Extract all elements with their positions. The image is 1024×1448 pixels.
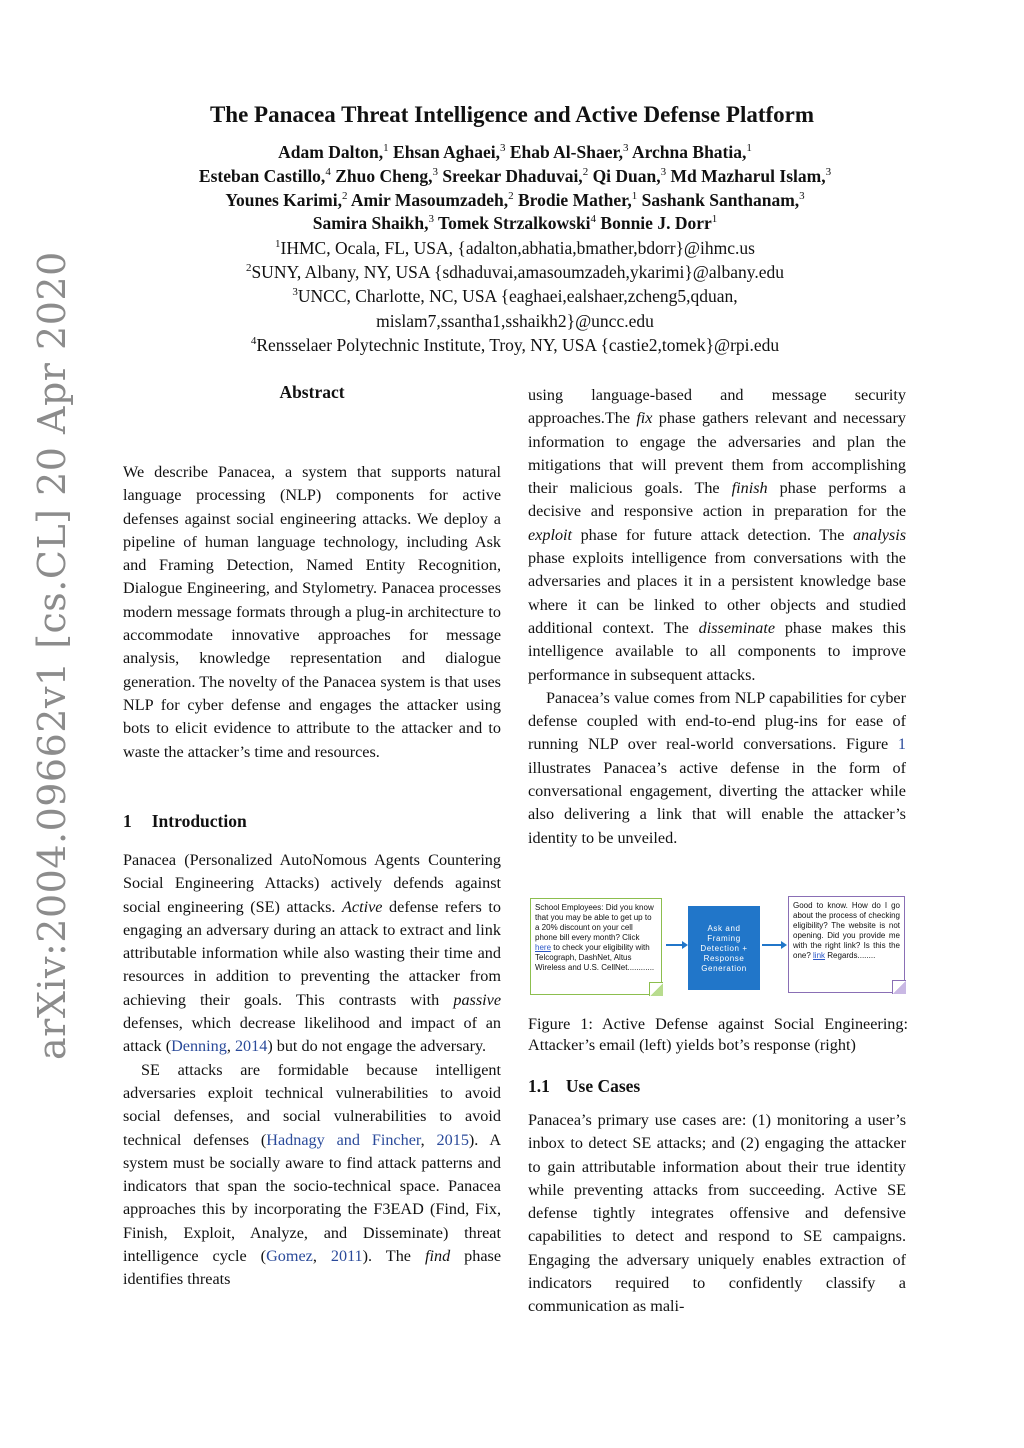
author: Ehsan Aghaei,$^3$ [393,142,506,162]
author: Adam Dalton,$^1$ [278,142,389,162]
author: Samira Shaikh,$^3$ [312,213,434,234]
author: Ehab Al-Shaer,$^3$ [509,142,629,162]
author: Esteban Castillo,$^4$ [198,165,331,186]
paragraph: Panacea’s value comes from NLP capabilities for cyber defense coupled with end-to-end plug-ins for ease of running NLP over real-world conversations. Figure 1 illustrates Panacea’s active defense in the form of conversational engagement, diverting the attacker while also delivering a link that will enable the attacker’s identity to be unveiled. [528,688,906,847]
response-link[interactable]: link [813,951,826,960]
bot-response-card: Good to know. How do I go about the process of checking eligibility? The website is not opening. Did you provide me with the right link? Is this the one? link Regards........ [788,896,905,993]
arrow-right-icon [666,944,684,946]
abstract-heading: Abstract [279,382,345,402]
author: Zhuo Cheng,$^3$ [335,165,438,186]
author: Sashank Santhanam,$^3$ [641,189,805,210]
page-fold-icon [892,980,906,994]
paragraph: using language-based and message security approaches.The fix phase gathers relevant and necessary information to engage the adversaries and plan the mitigations that will prevent them from accomplishing their malicious goals. The finish phase performs a decisive and responsive action in preparation for the exploit phase for future attack detection. The analysis phase exploits intelligence from conversations with the adversaries and places it in a persistent knowledge base where it can be linked to other objects and studied additional context. The disseminate phase makes this intelligence available to all components to improve performance in subsequent attacks. [528,386,906,684]
author-list [120,141,910,236]
section-heading-introduction: 1 Introduction [123,811,247,831]
use-cases-body [528,1109,906,1319]
phishing-link[interactable]: here [535,943,552,952]
citation-link[interactable]: Denning, 2014 [171,1037,268,1056]
attacker-email-card: School Employees: Did you know that you may be able to get up to a 20% discount on your cell phone bill every month? Click here to check your eligibility with Telcograph, DashNet, Altus Wireless and U.S. CellNet............ [530,898,662,995]
paper-title: The Panacea Threat Intelligence and Active Defense Platform [209,102,815,127]
author-line-2 [120,165,910,189]
abstract-body [123,461,501,764]
author: Md Mazharul Islam,$^3$ [670,165,832,186]
right-column-body [528,384,906,850]
arrow-right-icon [762,944,783,946]
figure-caption: Figure 1: Active Defense against Social Engineering: Attacker’s email (left) yields bot’s response (right) [528,1015,908,1054]
affiliation: $^1$IHMC, Ocala, FL, USA, {adalton,abhatia,bmather,bdorr}@ihmc.us [275,238,755,258]
page-fold-icon [649,982,663,996]
paragraph: Panacea (Personalized AutoNomous Agents Countering Social Engineering Attacks) actively defends against social engineering (SE) attacks. Active defense refers to engaging an adversary during an attack to extract and link attributable information while also wasting their time and resources in addition to preventing the attacker from achieving their goals. This contrasts with passive defenses, which decrease likelihood and impact of an attack (Denning, 2014) but do not engage the adversary. [123,851,502,1056]
author: Tomek Strzalkowski$^4$ [438,213,597,234]
arxiv-identifier: arXiv:2004.09662v1 [cs.CL] 20 Apr 2020 [30,251,74,1060]
author: Amir Masoumzadeh,$^2$ [350,189,514,210]
author-line-1 [120,141,910,165]
citation-link[interactable]: Hadnagy and Fincher, 2015 [266,1130,469,1149]
section-heading-use-cases: 1.1 Use Cases [528,1076,641,1096]
author: Qi Duan,$^3$ [592,165,667,186]
citation-link[interactable]: Gomez, 2011 [266,1247,363,1266]
affiliation: $^3$UNCC, Charlotte, NC, USA {eaghaei,ealshaer,zcheng5,qduan, [292,286,738,307]
affiliation-list [150,236,880,357]
author: Brodie Mather,$^1$ [517,189,638,210]
author-line-4 [120,212,910,236]
author: Archna Bhatia,$^1$ [631,142,752,162]
paragraph: Panacea’s primary use cases are: (1) monitoring a user’s inbox to detect SE attacks; and (2) engaging the attacker to gain attributable information about their true identity while preventing attacks from succeeding. Active SE defense tightly integrates offensive and defensive capabilities to detect and respond to SE campaigns. Engaging the adversary uniquely enables extraction of indicators required to confidently classify a communication as mali- [528,1111,906,1316]
author: Younes Karimi,$^2$ [225,189,348,210]
affiliation: $^4$Rensselaer Polytechnic Institute, Troy, NY, USA {castie2,tomek}@rpi.edu [250,334,780,355]
figure-ref-link[interactable]: 1 [897,735,906,754]
author-line-3 [120,189,910,213]
abstract-text: We describe Panacea, a system that supports natural language processing (NLP) components for active defenses against social engineering attacks. We deploy a pipeline of human language technology, including Ask and Framing Detection, Named Entity Recognition, Dialogue Engineering, and Stylometry. Panacea processes modern message formats through a plug-in architecture to accommodate innovative approaches for message analysis, knowledge representation and dialogue generation. The novelty of the Panacea system is that uses NLP for cyber defense and engages the attacker using bots to elicit evidence to attribute to the attacker and to waste the attacker’s time and resources. [123,463,501,761]
author: Bonnie J. Dorr$^1$ [600,213,718,234]
introduction-body [123,849,501,1292]
affiliation: $^2$SUNY, Albany, NY, USA {sdhaduvai,amasoumzadeh,ykarimi}@albany.edu [245,262,785,283]
author: Sreekar Dhaduvai,$^2$ [442,165,589,186]
affiliation: mislam7,ssantha1,sshaikh2}@uncc.edu [376,310,654,331]
paragraph: SE attacks are formidable because intelligent adversaries exploit technical vulnerabilities to avoid social defenses, and social vulnerabilities to avoid technical defenses (Hadnagy and Fincher, 2015). A system must be socially aware to find attack patterns and indicators that span the socio-technical space. Panacea approaches this by incorporating the F3EAD (Find, Fix, Finish, Exploit, Analyze, and Disseminate) threat intelligence cycle (Gomez, 2011). The find phase identifies threats [123,1060,502,1289]
figure-1 [528,894,908,999]
bot-pipeline-box: Ask and Framing Detection + Response Generation [688,906,760,990]
